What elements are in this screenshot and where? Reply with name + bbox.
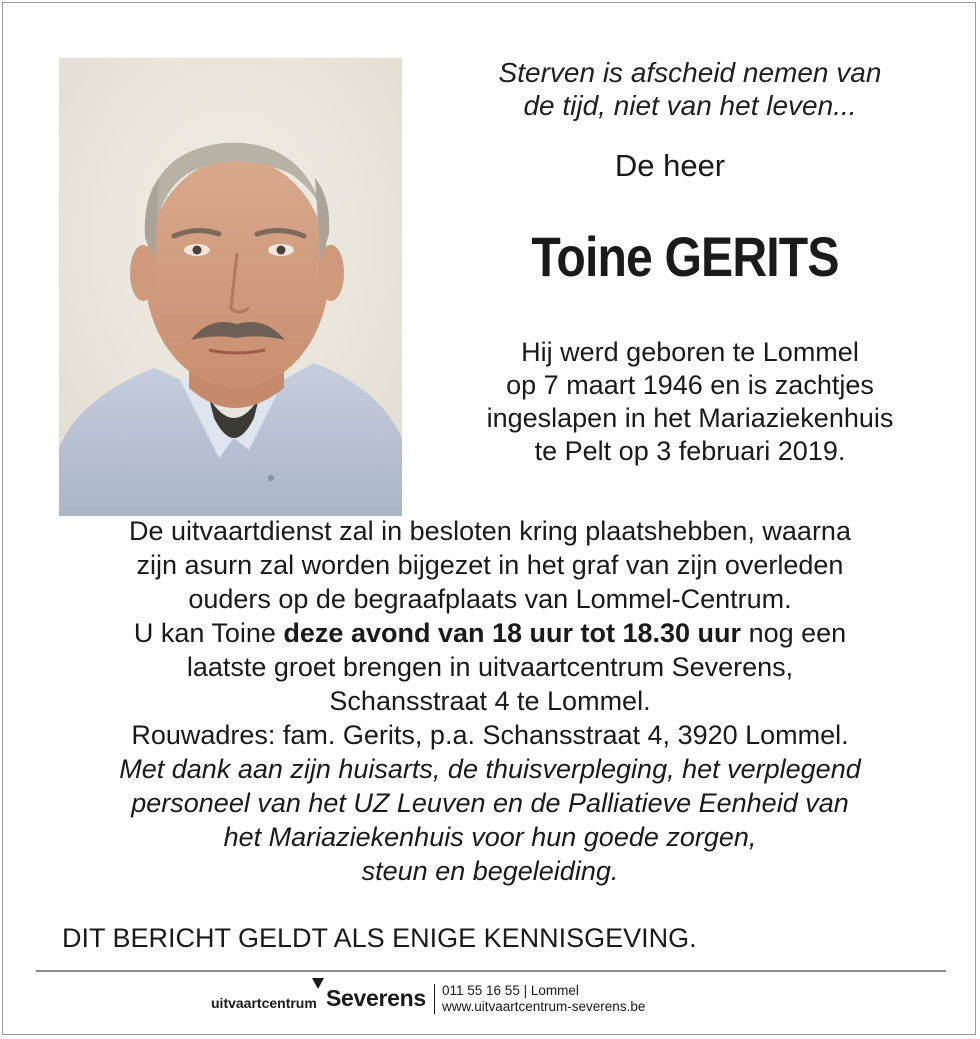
visit-line: laatste groet brengen in uitvaartcentrum Severens, xyxy=(186,652,794,682)
thanks-line: Met dank aan zijn huisarts, de thuisverpleging, het verplegend xyxy=(119,754,861,784)
visit-time: deze avond van 18 uur tot 18.30 uur xyxy=(283,618,742,648)
visit-prefix: U kan Toine xyxy=(133,618,284,648)
funeral-home-footer xyxy=(0,972,980,1032)
funeral-line: zijn asurn zal worden bijgezet in het graf van zijn overleden xyxy=(136,550,844,580)
quote-line: de tijd, niet van het leven... xyxy=(523,90,857,121)
opening-quote xyxy=(420,56,960,122)
brand-name: Severens xyxy=(326,985,426,1011)
portrait-photo xyxy=(59,58,402,516)
mourning-address: Rouwadres: fam. Gerits, p.a. Schansstraat 4, 3920 Lommel. xyxy=(131,720,849,750)
visit-line xyxy=(30,616,950,650)
triangle-logo-icon xyxy=(312,978,324,989)
website-link[interactable]: www.uitvaartcentrum-severens.be xyxy=(442,999,646,1014)
contact-info xyxy=(442,983,645,1015)
sole-notice-statement: DIT BERICHT GELDT ALS ENIGE KENNISGEVING. xyxy=(62,923,697,953)
quote-line: Sterven is afscheid nemen van xyxy=(498,57,882,88)
visit-line: Schansstraat 4 te Lommel. xyxy=(329,686,651,716)
birth-death-details xyxy=(420,336,960,468)
phone-location: 011 55 16 55 | Lommel xyxy=(442,983,579,998)
deceased-name: Toine GERITS xyxy=(531,225,839,288)
thanks-line: personeel van het UZ Leuven en de Palliatieve Eenheid van xyxy=(131,788,849,818)
brand-prefix: uitvaartcentrum xyxy=(211,995,317,1011)
thanks-line: steun en begeleiding. xyxy=(361,856,619,886)
bio-line: ingeslapen in het Mariaziekenhuis xyxy=(486,403,894,433)
funeral-line: ouders op de begraafplaats van Lommel-Centrum. xyxy=(188,584,792,614)
bio-line: Hij werd geboren te Lommel xyxy=(521,337,859,367)
visit-suffix: nog een xyxy=(741,618,847,648)
funeral-line: De uitvaartdienst zal in besloten kring plaatshebben, waarna xyxy=(129,516,851,546)
thanks-line: het Mariaziekenhuis voor hun goede zorgen, xyxy=(223,822,757,852)
bio-line: te Pelt op 3 februari 2019. xyxy=(534,436,846,466)
salutation: De heer xyxy=(614,148,726,183)
announcement-body xyxy=(30,514,950,888)
bio-line: op 7 maart 1946 en is zachtjes xyxy=(506,370,874,400)
contact-divider xyxy=(434,984,435,1014)
